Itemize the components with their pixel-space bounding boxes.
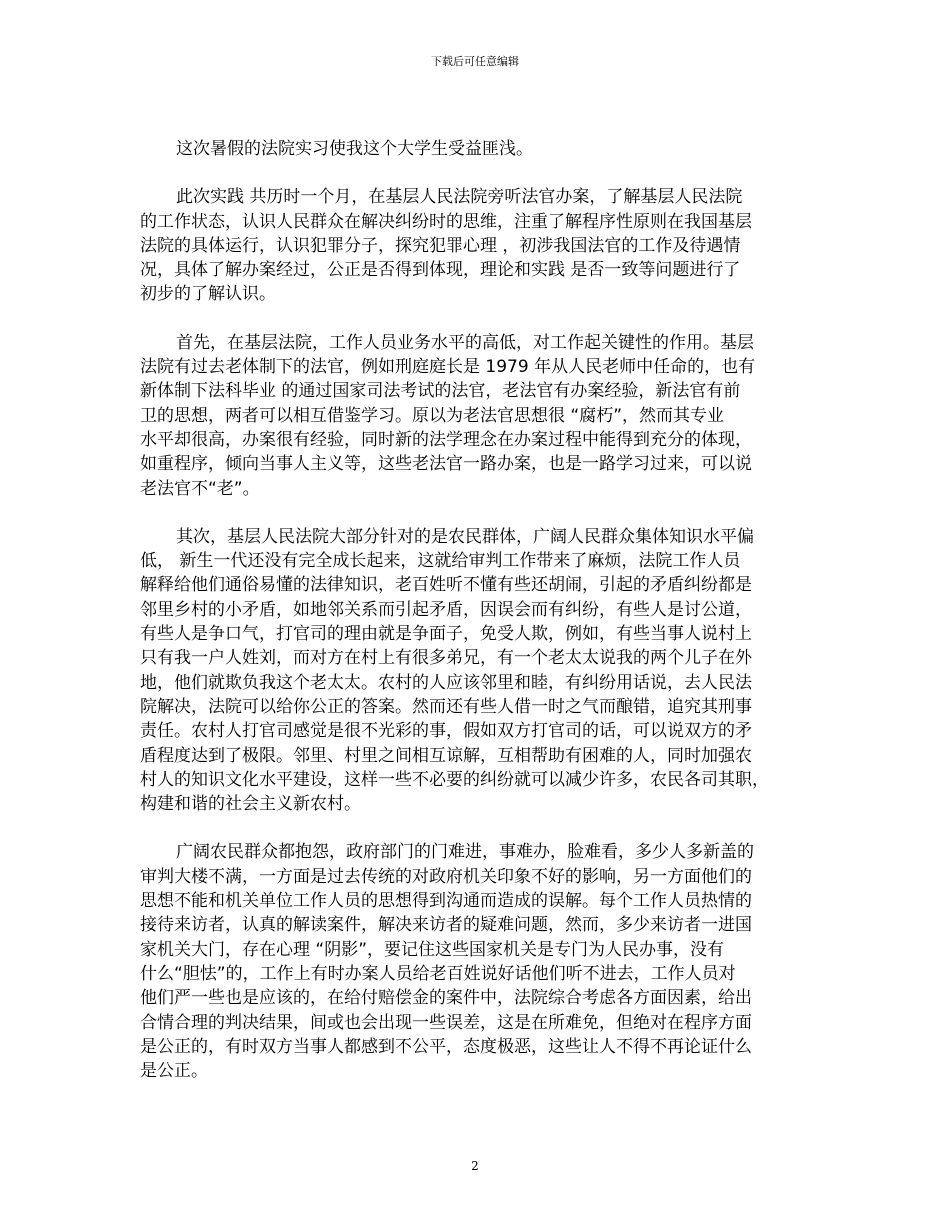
- text-line: 新体制下法科毕业 的通过国家司法考试的法官，老法官有办案经验，新法官有前: [140, 381, 741, 402]
- text-line: 首先，在基层法院，工作人员业务水平的高低，对工作起关键性的作用。基层: [176, 332, 754, 353]
- text-line: 合情合理的判决结果，间或也会出现一些误差，这是在所难免，但绝对在程序方面: [140, 1012, 752, 1033]
- text-line: 此次实践 共历时一个月，在基层人民法院旁听法官办案，了解基层人民法院: [176, 187, 743, 208]
- text-line: 法院有过去老体制下的法官，例如刑庭庭长是 1979 年从人民老师中任命的，也有: [140, 357, 756, 378]
- text-line: 水平却很高，办案很有经验，同时新的法学理念在办案过程中能得到充分的体现，: [140, 429, 752, 450]
- text-line: 其次，基层人民法院大部分针对的是农民群体，广阔人民群众集体知识水平偏: [176, 526, 754, 547]
- text-line: 构建和谐的社会主义新农村。: [140, 794, 361, 815]
- text-line: 家机关大门，存在心理 “阴影”，要记住这些国家机关是专门为人民办事，没有: [140, 939, 725, 960]
- text-line: 院解决，法院可以给你公正的答案。然而还有些人借一时之气而酿错，追究其刑事: [140, 696, 752, 717]
- text-line: 他们严一些也是应该的，在给付赔偿金的案件中，法院综合考虑各方面因素，给出: [140, 988, 752, 1009]
- text-line: 审判大楼不满，一方面是过去传统的对政府机关印象不好的影响，另一方面他们的: [140, 866, 752, 887]
- text-line: 广阔农民群众都抱怨，政府部门的门难进，事难办，脸难看，多少人多新盖的: [176, 842, 754, 863]
- text-line: 老法官不“老”。: [140, 478, 260, 499]
- text-line: 只有我一户人姓刘，而对方在村上有很多弟兄，有一个老太太说我的两个儿子在外: [140, 648, 752, 669]
- text-line: 低， 新生一代还没有完全成长起来，这就给审判工作带来了麻烦，法院工作人员: [140, 551, 741, 572]
- page-header: 下载后可任意编辑: [431, 55, 519, 68]
- text-line: 盾程度达到了极限。邻里、村里之间相互谅解，互相帮助有困难的人，同时加强农: [140, 745, 752, 766]
- text-line: 况，具体了解办案经过，公正是否得到体现，理论和实践 是否一致等问题进行了: [140, 260, 741, 281]
- text-line: 村人的知识文化水平建设，这样一些不必要的纠纷就可以减少许多，农民各司其职，: [140, 769, 769, 790]
- text-line: 这次暑假的法院实习使我这个大学生受益匪浅。: [176, 139, 533, 159]
- text-line: 如重程序，倾向当事人主义等，这些老法官一路办案，也是一路学习过来，可以说: [140, 454, 752, 475]
- text-line: 法院的具体运行，认识犯罪分子，探究犯罪心理 ，初涉我国法官的工作及待遇情: [140, 235, 741, 256]
- text-line: 卫的思想，两者可以相互借鉴学习。原以为老法官思想很 “腐朽”，然而其专业: [140, 405, 725, 426]
- paragraph: [140, 137, 825, 161]
- document-body: [140, 137, 825, 1107]
- text-line: 初步的了解认识。: [140, 284, 276, 305]
- text-line: 责任。农村人打官司感觉是很不光彩的事，假如双方打官司的话，可以说双方的矛: [140, 721, 752, 742]
- paragraph: [140, 840, 825, 1083]
- text-line: 接待来访者，认真的解读案件，解决来访者的疑难问题，然而，多少来访者一进国: [140, 915, 752, 936]
- paragraph: [140, 185, 825, 306]
- text-line: 有些人是争口气，打官司的理由就是争面子，免受人欺，例如，有些当事人说村上: [140, 624, 752, 645]
- text-line: 是公正。: [140, 1061, 208, 1082]
- text-line: 的工作状态，认识人民群众在解决纠纷时的思维，注重了解程序性原则在我国基层: [140, 211, 752, 232]
- text-line: 邻里乡村的小矛盾，如地邻关系而引起矛盾，因误会而有纠纷，有些人是讨公道，: [140, 599, 752, 620]
- page-number: 2: [471, 1159, 479, 1173]
- text-line: 地，他们就欺负我这个老太太。农村的人应该邻里和睦，有纠纷用话说，去人民法: [140, 672, 752, 693]
- text-line: 思想不能和机关单位工作人员的思想得到沟通而造成的误解。每个工作人员热情的: [140, 891, 752, 912]
- text-line: 什么“胆怯”的，工作上有时办案人员给老百姓说好话他们听不进去，工作人员对: [140, 963, 736, 984]
- paragraph: [140, 331, 825, 501]
- paragraph: [140, 525, 825, 817]
- text-line: 是公正的，有时双方当事人都感到不公平，态度极恶，这些让人不得不再论证什么: [140, 1036, 752, 1057]
- text-line: 解释给他们通俗易懂的法律知识，老百姓听不懂有些还胡闹，引起的矛盾纠纷都是: [140, 575, 752, 596]
